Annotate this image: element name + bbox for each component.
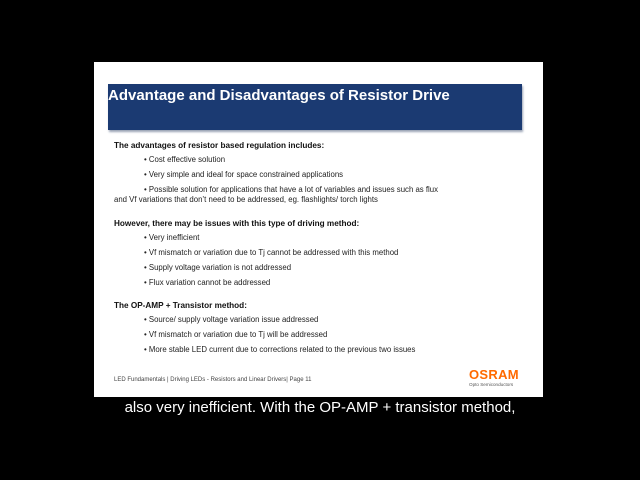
bullet-text: • Very simple and ideal for space constrained applications (144, 170, 344, 179)
logo-tagline: Opto Semiconductors (469, 382, 514, 387)
bullet-list (114, 155, 534, 205)
list-item (114, 315, 534, 325)
bullet-text: • Cost effective solution (144, 155, 226, 164)
slide-footer: LED Fundamentals | Driving LEDs - Resistors and Linear Drivers| Page 11 (114, 377, 312, 383)
list-item (114, 278, 534, 288)
bullet-text: • Vf mismatch or variation due to Tj cannot be addressed with this method (144, 248, 399, 257)
video-caption: also very inefficient. With the OP-AMP + transistor method, (124, 399, 516, 416)
list-item (114, 170, 534, 180)
slide-content (114, 141, 534, 368)
bullet-list (114, 233, 534, 288)
bullet-text-continued: and Vf variations that don’t need to be addressed, eg. flashlights/ torch lights (114, 195, 378, 204)
presentation-slide (94, 62, 543, 397)
bullet-text: • Vf mismatch or variation due to Tj will be addressed (144, 330, 328, 339)
section-heading: The advantages of resistor based regulation includes: (114, 141, 325, 150)
bullet-text: • Flux variation cannot be addressed (144, 278, 271, 287)
bullet-text: • Possible solution for applications that have a lot of variables and issues such as flux (144, 185, 438, 194)
logo-wordmark: OSRAM (469, 367, 519, 382)
bullet-text: • Very inefficient (144, 233, 200, 242)
section-heading: However, there may be issues with this type of driving method: (114, 219, 360, 228)
list-item (114, 155, 534, 165)
list-item (114, 248, 534, 258)
bullet-text: • More stable LED current due to corrections related to the previous two issues (144, 345, 416, 354)
section-advantages (114, 141, 534, 205)
list-item (114, 263, 534, 273)
list-item (114, 185, 534, 205)
list-item (114, 345, 534, 355)
bullet-list (114, 315, 534, 355)
list-item (114, 233, 534, 243)
section-opamp-method (114, 301, 534, 355)
slide-title: Advantage and Disadvantages of Resistor Drive (108, 87, 450, 104)
list-item (114, 330, 534, 340)
section-issues (114, 219, 534, 288)
bullet-text: • Supply voltage variation is not addressed (144, 263, 292, 272)
bullet-text: • Source/ supply voltage variation issue addressed (144, 315, 319, 324)
osram-logo (469, 368, 527, 390)
section-heading: The OP-AMP + Transistor method: (114, 301, 247, 310)
